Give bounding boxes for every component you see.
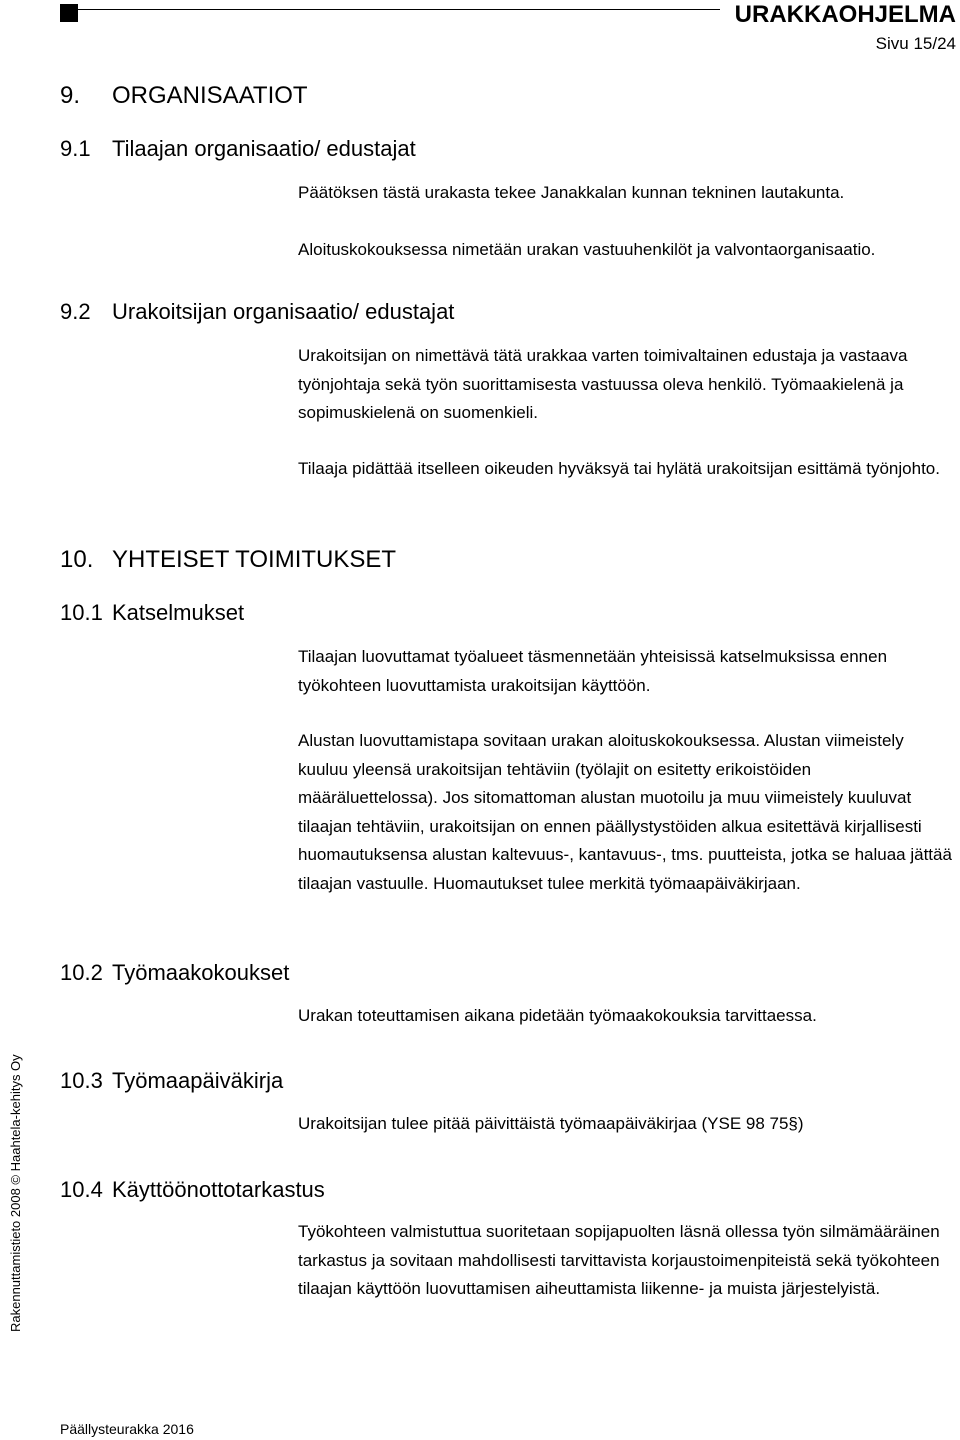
heading-title: Käyttöönottotarkastus [112,1177,325,1202]
heading-9-2 [60,299,454,325]
heading-10-1 [60,600,244,626]
paragraph: Urakan toteuttamisen aikana pidetään työmaakokouksia tarvittaessa. [298,1006,817,1025]
heading-number: 10.1 [60,600,103,625]
heading-number: 9. [60,82,81,109]
paragraph: Tilaajan luovuttamat työalueet täsmennetään yhteisissä katselmuksissa ennen työkohteen luovuttamista urakoitsijan käyttöön. [298,647,888,695]
footer-text: Päällysteurakka 2016 [60,1421,194,1437]
header-square [60,4,78,22]
heading-number: 10.3 [60,1068,103,1093]
heading-title: Tilaajan organisaatio/ edustajat [112,136,416,161]
heading-title: Työmaapäiväkirja [112,1068,284,1093]
page-number: Sivu 15/24 [875,34,956,53]
heading-10 [60,546,396,574]
heading-number: 10. [60,546,94,573]
heading-9-1 [60,136,416,162]
heading-10-2 [60,960,289,986]
paragraph: Urakoitsijan on nimettävä tätä urakkaa varten toimivaltainen edustaja ja vastaava työnjohtaja sekä työn suorittamisesta vastuussa oleva henkilö. Työmaakielenä ja sopimuskielenä on suomenkieli. [298,346,908,422]
heading-9 [60,82,308,110]
heading-10-4 [60,1177,325,1203]
heading-10-3 [60,1068,283,1094]
heading-number: 9.2 [60,299,91,324]
document-title: URAKKAOHJELMA [734,1,956,28]
heading-number: 9.1 [60,136,91,161]
paragraph: Alustan luovuttamistapa sovitaan urakan aloituskokouksessa. Alustan viimeistely kuuluu yleensä urakoitsijan tehtäviin (työlajit on esitetty erikoistöiden määräluettelossa). Jos sitomattoman alustan muotoilu ja muu viimeistely kuuluvat tilaajan tehtäviin, urakoitsijan on ennen päällystystöiden alkua esitettävä kirjallisesti huomautuksensa alustan kaltevuus-, kantavuus-, tms. puutteista, jotka se haluaa jättää tilaajan vastuulle. Huomautukset tulee merkitä työmaapäiväkirjaan. [298,731,952,893]
paragraph: Tilaaja pidättää itselleen oikeuden hyväksyä tai hylätä urakoitsijan esittämä työnjohto. [298,459,940,478]
heading-title: ORGANISAATIOT [112,82,308,109]
paragraph: Päätöksen tästä urakasta tekee Janakkalan kunnan tekninen lautakunta. [298,183,845,202]
heading-title: Urakoitsijan organisaatio/ edustajat [112,299,455,324]
paragraph: Aloituskokouksessa nimetään urakan vastuuhenkilöt ja valvontaorganisaatio. [298,240,876,259]
heading-title: Katselmukset [112,600,245,625]
heading-number: 10.4 [60,1177,103,1202]
heading-number: 10.2 [60,960,103,985]
heading-title: Työmaakokoukset [112,960,290,985]
paragraph: Urakoitsijan tulee pitää päivittäistä työmaapäiväkirjaa (YSE 98 75§) [298,1114,804,1133]
heading-title: YHTEISET TOIMITUKSET [112,546,397,573]
paragraph: Työkohteen valmistuttua suoritetaan sopijapuolten läsnä ollessa työn silmämääräinen tarkastus ja sovitaan mahdollisesti tarvittavista korjaustoimenpiteistä sekä työkohteen tilaajan käyttöön luovuttamisen aiheuttamista liikenne- ja muista järjestelyistä. [298,1222,940,1298]
copyright-sidebar: Rakennuttamistieto 2008 © Haahtela-kehitys Oy [8,1054,23,1332]
header-rule [78,9,720,10]
